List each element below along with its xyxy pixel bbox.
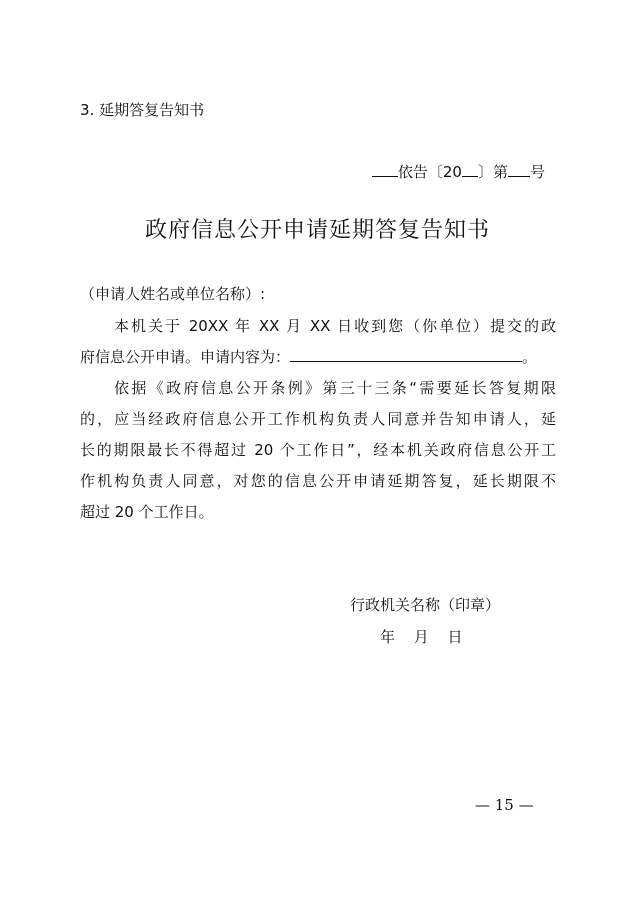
document-number (372, 162, 545, 182)
serial-blank (508, 162, 530, 177)
paragraph2-line4: 作机构负责人同意，对您的信息公开申请延期答复，延长期限不 (80, 472, 556, 490)
doc-number-prefix: 依告〔20 (397, 163, 462, 181)
issuing-authority-seal: 行政机关名称（印章） (350, 596, 501, 614)
addressee-line: （申请人姓名或单位名称）: (80, 285, 266, 303)
paragraph2-line2: 的，应当经政府信息公开工作机构负责人同意并告知申请人，延 (80, 410, 556, 428)
request-content-label: 府信息公开申请。申请内容为： (80, 348, 291, 366)
section-heading: 3. 延期答复告知书 (80, 101, 205, 119)
paragraph1-line2 (80, 346, 537, 368)
year-blank (462, 162, 478, 177)
document-title: 政府信息公开申请延期答复告知书 (144, 218, 490, 243)
paragraph2-line5: 超过 20 个工作日。 (80, 503, 214, 521)
paragraph2-line3: 长的期限最长不得超过 20 个工作日”，经本机关政府信息公开工 (80, 441, 556, 459)
request-content-blank (290, 346, 522, 362)
org-abbrev-blank (372, 162, 398, 177)
page-number: — 15 — (475, 796, 534, 814)
doc-number-bracket: 〕第 (477, 163, 508, 181)
doc-number-end: 号 (529, 163, 545, 181)
request-content-end: 。 (522, 348, 538, 366)
paragraph1-line1: 本机关于 20XX 年 XX 月 XX 日收到您（你单位）提交的政 (114, 317, 556, 335)
date-line: 年 月 日 (380, 628, 463, 646)
paragraph2-line1: 依据《政府信息公开条例》第三十三条“需要延长答复期限 (114, 379, 556, 397)
